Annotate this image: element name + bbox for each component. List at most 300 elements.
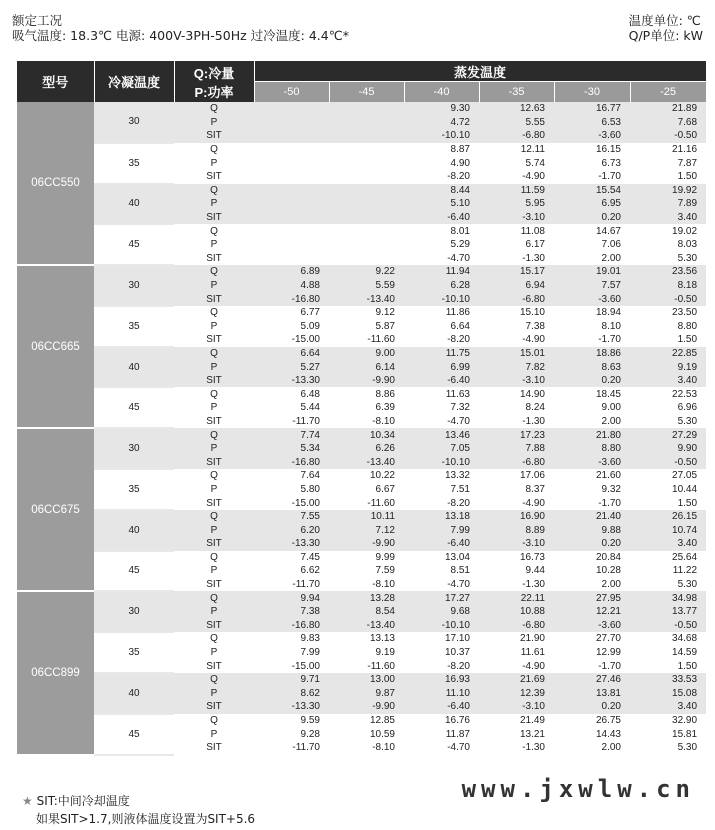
value-cell: 34.68 (672, 633, 698, 645)
star-icon: ★ (22, 794, 33, 808)
value-cell: -1.70 (598, 497, 621, 509)
row-label-cell: Q (174, 102, 254, 116)
value-cell: 9.28 (300, 728, 320, 740)
value-cell: -4.70 (447, 252, 470, 264)
value-cell: 6.77 (300, 307, 320, 319)
value-cell: 9.83 (300, 633, 320, 645)
value-cell: 9.87 (329, 687, 404, 701)
value-cell (329, 238, 404, 252)
value-cell: -10.10 (404, 619, 479, 633)
value-cell: -6.40 (404, 537, 479, 551)
evap-temp-header: -35 (479, 82, 554, 103)
value-cell: 17.10 (444, 633, 470, 645)
value-cell: 21.40 (554, 510, 630, 524)
value-cell: 6.64 (450, 320, 470, 332)
table-row (17, 632, 706, 646)
value-cell: -11.70 (292, 579, 320, 591)
value-cell: 9.59 (300, 715, 320, 727)
value-cell: -10.10 (404, 292, 479, 306)
condensing-temp-cell: 45 (94, 387, 174, 428)
value-cell (329, 211, 404, 225)
value-cell: -1.30 (522, 415, 545, 427)
value-cell: 18.86 (554, 347, 630, 361)
value-cell (329, 143, 404, 157)
value-cell: -13.30 (254, 700, 329, 714)
value-cell: 15.01 (479, 347, 554, 361)
value-cell: 6.20 (254, 523, 329, 537)
value-cell (254, 170, 329, 184)
value-cell: -11.70 (292, 742, 320, 754)
value-cell: 5.55 (479, 116, 554, 130)
value-cell: 7.87 (677, 157, 698, 169)
table-row (17, 184, 706, 198)
value-cell: -11.60 (367, 497, 395, 509)
value-cell: 21.16 (672, 144, 698, 156)
value-cell: -13.30 (254, 537, 329, 551)
value-cell: 1.50 (677, 660, 698, 672)
value-cell: 12.21 (554, 605, 630, 619)
value-cell: 9.99 (375, 551, 395, 563)
value-cell: 21.89 (630, 102, 706, 116)
value-cell: 14.67 (595, 225, 621, 237)
row-label-cell: P (174, 523, 254, 537)
row-label-cell: SIT (174, 374, 254, 388)
value-cell: 14.90 (519, 388, 545, 400)
condensing-temp-cell: 45 (94, 714, 174, 755)
condensing-temp-cell: 35 (94, 306, 174, 347)
value-cell: -4.90 (522, 334, 545, 346)
value-cell: 3.40 (630, 700, 706, 714)
value-cell: 6.26 (329, 442, 404, 456)
value-cell: -9.90 (329, 374, 404, 388)
value-cell: 0.20 (554, 700, 630, 714)
value-cell: 9.71 (254, 673, 329, 687)
value-cell: 7.64 (300, 470, 320, 482)
row-label-cell: P (174, 442, 254, 456)
value-cell (329, 224, 404, 238)
value-cell: -0.50 (630, 455, 706, 469)
value-cell (329, 102, 404, 116)
value-cell: -9.90 (329, 537, 404, 551)
value-cell: 8.62 (254, 687, 329, 701)
value-cell: 26.15 (630, 510, 706, 524)
value-cell: 8.86 (375, 388, 395, 400)
value-cell: 7.06 (601, 239, 621, 251)
col-header-q-label: Q:冷量 (193, 65, 235, 81)
value-cell: 9.44 (525, 565, 545, 577)
row-label-cell: P (210, 565, 218, 577)
value-cell: 27.29 (630, 428, 706, 442)
footnote-liquid-temp: 如果SIT>1.7,则液体温度设置为SIT+5.6 (36, 812, 256, 826)
value-cell: 5.29 (450, 239, 470, 251)
evap-temp-header: -50 (254, 82, 329, 103)
row-label-cell: P (174, 116, 254, 130)
table-row (17, 347, 706, 361)
value-cell: 9.22 (329, 265, 404, 279)
value-cell: 23.50 (672, 307, 698, 319)
condensing-temp-cell: 35 (94, 469, 174, 510)
value-cell: 9.94 (254, 591, 329, 605)
condensing-temp-cell: 30 (94, 265, 174, 306)
value-cell: -4.90 (522, 497, 545, 509)
row-label-cell: SIT (174, 537, 254, 551)
value-cell: 27.95 (554, 591, 630, 605)
row-label-cell: SIT (174, 129, 254, 143)
table-row (17, 428, 706, 442)
value-cell: -0.50 (630, 619, 706, 633)
value-cell: 10.44 (672, 483, 698, 495)
value-cell: 16.77 (554, 102, 630, 116)
value-cell: 8.44 (404, 184, 479, 198)
value-cell: 15.81 (672, 728, 698, 740)
value-cell: 13.46 (404, 428, 479, 442)
table-row (17, 306, 706, 320)
value-cell: 2.00 (601, 415, 621, 427)
value-cell: -8.10 (372, 415, 395, 427)
row-label-cell: Q (210, 225, 218, 237)
col-header-qp (174, 61, 254, 102)
value-cell: 3.40 (630, 537, 706, 551)
value-cell: 15.10 (519, 307, 545, 319)
row-label-cell: P (210, 483, 218, 495)
row-label-cell: P (174, 687, 254, 701)
row-label-cell: P (210, 157, 218, 169)
value-cell: -3.60 (554, 619, 630, 633)
value-cell: 16.15 (595, 144, 621, 156)
value-cell: 16.90 (479, 510, 554, 524)
value-cell: -4.90 (522, 660, 545, 672)
value-cell: -1.30 (522, 742, 545, 754)
value-cell: 9.12 (375, 307, 395, 319)
value-cell: 18.45 (595, 388, 621, 400)
value-cell: 1.50 (677, 334, 698, 346)
col-header-model: 型号 (17, 61, 94, 102)
table-body (17, 102, 706, 755)
value-cell: 6.64 (254, 347, 329, 361)
condensing-temp-cell: 35 (94, 632, 174, 673)
condensing-temp-cell: 40 (94, 347, 174, 388)
value-cell: 6.48 (300, 388, 320, 400)
value-cell: 8.18 (630, 279, 706, 293)
row-label-cell: SIT (174, 455, 254, 469)
value-cell: 5.09 (300, 320, 320, 332)
value-cell: 21.90 (519, 633, 545, 645)
value-cell (329, 170, 404, 184)
value-cell: -8.20 (447, 660, 470, 672)
value-cell: -15.00 (291, 334, 320, 346)
value-cell: 4.88 (254, 279, 329, 293)
row-label-cell: Q (210, 715, 218, 727)
value-cell: 5.30 (677, 252, 698, 264)
value-cell: -10.10 (404, 455, 479, 469)
value-cell: 5.34 (254, 442, 329, 456)
value-cell: -15.00 (291, 497, 320, 509)
value-cell: 7.45 (300, 551, 320, 563)
value-cell: -1.30 (522, 579, 545, 591)
condensing-temp-cell: 45 (94, 224, 174, 265)
value-cell: 32.90 (672, 715, 698, 727)
value-cell: 3.40 (630, 374, 706, 388)
value-cell: 6.28 (404, 279, 479, 293)
value-cell: 6.62 (300, 565, 320, 577)
value-cell: 16.73 (519, 551, 545, 563)
value-cell: 21.80 (554, 428, 630, 442)
value-cell: 7.38 (254, 605, 329, 619)
row-label-cell: SIT (174, 292, 254, 306)
value-cell: 20.84 (595, 551, 621, 563)
value-cell: -6.80 (479, 292, 554, 306)
value-cell (254, 143, 329, 157)
value-cell: 9.32 (601, 483, 621, 495)
value-cell: 6.95 (554, 197, 630, 211)
value-cell: 1.50 (677, 171, 698, 183)
row-label-cell: Q (174, 591, 254, 605)
condensing-temp-cell: 30 (94, 591, 174, 632)
evap-temp-header: -45 (329, 82, 404, 103)
row-label-cell: SIT (206, 334, 222, 346)
row-label-cell: Q (174, 184, 254, 198)
value-cell: 27.70 (595, 633, 621, 645)
value-cell: -13.40 (329, 455, 404, 469)
value-cell: -3.10 (479, 537, 554, 551)
value-cell (254, 102, 329, 116)
value-cell: 9.90 (630, 442, 706, 456)
value-cell: -6.40 (404, 700, 479, 714)
value-cell: 17.06 (519, 470, 545, 482)
value-cell: 13.13 (369, 633, 395, 645)
value-cell: 25.64 (672, 551, 698, 563)
header-left (12, 13, 349, 43)
value-cell: -8.20 (447, 171, 470, 183)
value-cell: 11.61 (520, 647, 545, 659)
value-cell: 16.76 (444, 715, 470, 727)
value-cell: -4.70 (447, 742, 470, 754)
condensing-temp-cell: 40 (94, 184, 174, 225)
value-cell: 27.05 (672, 470, 698, 482)
value-cell: 18.94 (595, 307, 621, 319)
value-cell: 7.74 (254, 428, 329, 442)
value-cell: -3.10 (479, 374, 554, 388)
value-cell: -15.00 (291, 660, 320, 672)
row-label-cell: Q (210, 551, 218, 563)
value-cell: 13.32 (444, 470, 470, 482)
value-cell: -1.70 (598, 660, 621, 672)
value-cell: -3.60 (554, 292, 630, 306)
value-cell: 5.44 (300, 402, 320, 414)
row-label-cell: SIT (206, 415, 222, 427)
row-label-cell: SIT (174, 211, 254, 225)
value-cell: 23.56 (630, 265, 706, 279)
row-label-cell: Q (210, 633, 218, 645)
value-cell (254, 238, 329, 252)
header-qp-unit: Q/P单位: kW (628, 28, 703, 43)
row-label-cell: P (210, 320, 218, 332)
value-cell: 8.01 (450, 225, 470, 237)
col-header-p-label: P:功率 (194, 84, 234, 100)
value-cell: 6.53 (554, 116, 630, 130)
value-cell: 19.02 (672, 225, 698, 237)
col-header-evaporating-temp: 蒸发温度 (254, 61, 706, 82)
row-label-cell: P (210, 402, 218, 414)
value-cell: 19.92 (630, 184, 706, 198)
value-cell: 16.93 (404, 673, 479, 687)
value-cell: 5.10 (404, 197, 479, 211)
value-cell: 6.99 (404, 360, 479, 374)
evap-temp-header: -30 (554, 82, 630, 103)
table-row (17, 551, 706, 565)
value-cell: 11.10 (404, 687, 479, 701)
value-cell: 8.37 (525, 483, 545, 495)
value-cell: 7.88 (479, 442, 554, 456)
performance-table (17, 61, 707, 756)
value-cell: 6.96 (677, 402, 698, 414)
value-cell: 21.60 (595, 470, 621, 482)
value-cell: 8.24 (525, 402, 545, 414)
row-label-cell: P (174, 279, 254, 293)
value-cell: 8.89 (479, 523, 554, 537)
value-cell: 9.00 (601, 402, 621, 414)
value-cell: 5.95 (479, 197, 554, 211)
condensing-temp-cell: 35 (94, 143, 174, 184)
value-cell: -16.80 (254, 292, 329, 306)
value-cell: 5.80 (300, 483, 320, 495)
value-cell: -0.50 (630, 129, 706, 143)
value-cell: 4.90 (450, 157, 470, 169)
row-label-cell: Q (174, 673, 254, 687)
model-name-cell: 06CC665 (17, 265, 94, 428)
row-label-cell: P (174, 360, 254, 374)
value-cell: 10.22 (369, 470, 395, 482)
value-cell: -6.80 (479, 619, 554, 633)
col-header-condensing-temp: 冷凝温度 (94, 61, 174, 102)
value-cell: 6.39 (375, 402, 395, 414)
value-cell: 8.80 (554, 442, 630, 456)
value-cell: -6.40 (404, 374, 479, 388)
value-cell (329, 197, 404, 211)
value-cell: -8.10 (372, 579, 395, 591)
value-cell: 26.75 (595, 715, 621, 727)
table-row (17, 591, 706, 605)
value-cell: 11.94 (404, 265, 479, 279)
model-name-cell: 06CC899 (17, 591, 94, 754)
row-label-cell: SIT (206, 497, 222, 509)
row-label-cell: SIT (206, 252, 222, 264)
value-cell: -8.10 (372, 742, 395, 754)
value-cell: 9.68 (404, 605, 479, 619)
table-row (17, 102, 706, 116)
value-cell: 12.85 (369, 715, 395, 727)
value-cell: -3.10 (479, 700, 554, 714)
row-label-cell: SIT (206, 742, 222, 754)
value-cell (254, 184, 329, 198)
value-cell: 11.22 (672, 565, 698, 577)
row-label-cell: Q (174, 428, 254, 442)
value-cell: 8.80 (677, 320, 698, 332)
value-cell: 11.75 (404, 347, 479, 361)
value-cell: -6.40 (404, 211, 479, 225)
table-row (17, 224, 706, 238)
row-label-cell: P (210, 647, 218, 659)
value-cell: 8.54 (329, 605, 404, 619)
value-cell: 9.30 (404, 102, 479, 116)
row-label-cell: Q (210, 307, 218, 319)
value-cell: 10.74 (630, 523, 706, 537)
value-cell (329, 156, 404, 170)
value-cell: 8.10 (601, 320, 621, 332)
row-label-cell: Q (210, 470, 218, 482)
value-cell: 7.89 (630, 197, 706, 211)
footnote-sit (22, 793, 130, 810)
value-cell: 6.73 (601, 157, 621, 169)
header-rated-conditions: 额定工况 (12, 13, 63, 28)
value-cell: 4.72 (404, 116, 479, 130)
table-row (17, 714, 706, 728)
value-cell: -3.60 (554, 129, 630, 143)
value-cell: 0.20 (554, 374, 630, 388)
table-row (17, 387, 706, 401)
value-cell: 12.63 (479, 102, 554, 116)
value-cell: 13.18 (404, 510, 479, 524)
value-cell: 1.50 (677, 497, 698, 509)
value-cell: -11.70 (292, 415, 320, 427)
value-cell: 7.12 (329, 523, 404, 537)
value-cell (254, 211, 329, 225)
value-cell: 22.85 (630, 347, 706, 361)
value-cell: -13.30 (254, 374, 329, 388)
value-cell: 7.38 (525, 320, 545, 332)
value-cell: -16.80 (254, 455, 329, 469)
value-cell: 3.40 (630, 211, 706, 225)
row-label-cell: SIT (206, 579, 222, 591)
value-cell: -10.10 (404, 129, 479, 143)
value-cell: 7.05 (404, 442, 479, 456)
value-cell: 7.51 (450, 483, 470, 495)
value-cell: -1.70 (598, 171, 621, 183)
value-cell: 11.86 (445, 307, 470, 319)
value-cell: -1.70 (598, 334, 621, 346)
value-cell: 10.28 (595, 565, 621, 577)
row-label-cell: P (210, 239, 218, 251)
value-cell: -16.80 (254, 619, 329, 633)
value-cell: -3.10 (479, 211, 554, 225)
value-cell: 12.99 (595, 647, 621, 659)
value-cell: 7.57 (554, 279, 630, 293)
value-cell: 13.00 (329, 673, 404, 687)
value-cell (254, 224, 329, 238)
value-cell (254, 156, 329, 170)
row-label-cell: SIT (206, 171, 222, 183)
value-cell: 13.81 (554, 687, 630, 701)
value-cell: 0.20 (554, 537, 630, 551)
value-cell: -8.20 (447, 497, 470, 509)
value-cell: 19.01 (554, 265, 630, 279)
value-cell: 0.20 (554, 211, 630, 225)
value-cell: -8.20 (447, 334, 470, 346)
row-label-cell: P (174, 605, 254, 619)
table-row (17, 673, 706, 687)
model-name-cell: 06CC550 (17, 102, 94, 265)
value-cell: 10.34 (329, 428, 404, 442)
value-cell (329, 252, 404, 266)
value-cell: 21.49 (519, 715, 545, 727)
row-label-cell: Q (174, 510, 254, 524)
value-cell: 12.11 (520, 144, 545, 156)
value-cell: 27.46 (554, 673, 630, 687)
value-cell: 7.99 (300, 647, 320, 659)
value-cell: 5.30 (677, 742, 698, 754)
row-label-cell: Q (210, 144, 218, 156)
row-label-cell: P (210, 728, 218, 740)
